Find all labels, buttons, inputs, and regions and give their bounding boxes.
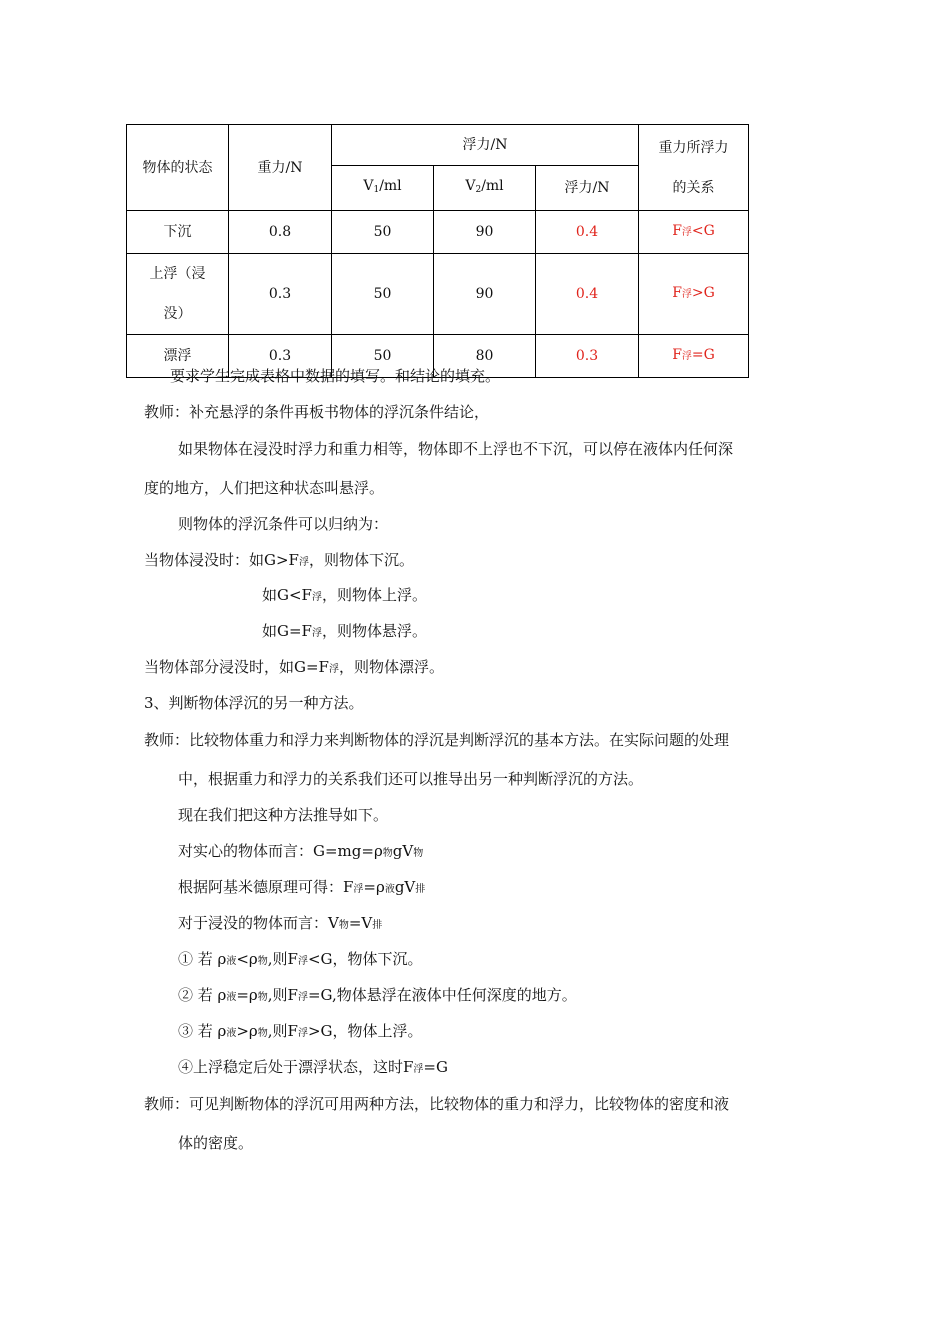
condition-line: 当物体浸没时：如G>F浮，则物体下沉。 <box>144 551 414 569</box>
cell-gravity: 0.3 <box>229 335 332 378</box>
formula-line: 根据阿基米德原理可得：F浮=ρ液gV排 <box>178 878 426 896</box>
paragraph: 如果物体在浸没时浮力和重力相等，物体即不上浮也不下沉，可以停在液体内任何深 <box>178 440 734 458</box>
cell-buoyancy: 0.4 <box>536 254 639 335</box>
header-state: 物体的状态 <box>127 125 229 211</box>
cell-relation: F浮>G <box>639 254 749 335</box>
cell-state: 上浮（浸 没） <box>127 254 229 335</box>
cell-buoyancy: 0.3 <box>536 335 639 378</box>
rule-line: ③ 若 ρ液>ρ物,则F浮>G，物体上浮。 <box>178 1022 423 1040</box>
cell-state: 漂浮 <box>127 335 229 378</box>
header-relation-line2: 的关系 <box>672 179 715 196</box>
cell-relation: F浮<G <box>639 211 749 254</box>
formula-line: 对实心的物体而言：G=mg=ρ物gV物 <box>178 842 424 860</box>
paragraph: 教师：可见判断物体的浮沉可用两种方法，比较物体的重力和浮力，比较物体的密度和液 <box>144 1095 730 1113</box>
paragraph: 则物体的浮沉条件可以归纳为： <box>178 515 389 533</box>
cell-state: 下沉 <box>127 211 229 254</box>
condition-line: 当物体部分浸没时，如G=F浮，则物体漂浮。 <box>144 658 444 676</box>
rule-line: ② 若 ρ液=ρ物,则F浮=G,物体悬浮在液体中任何深度的地方。 <box>178 986 577 1004</box>
formula-line: 对于浸没的物体而言：V物=V排 <box>178 914 383 932</box>
paragraph: 度的地方，人们把这种状态叫悬浮。 <box>144 479 385 497</box>
rule-line: ① 若 ρ液<ρ物,则F浮<G，物体下沉。 <box>178 950 423 968</box>
section-heading: 3、判断物体浮沉的另一种方法。 <box>144 694 364 712</box>
paragraph: 体的密度。 <box>178 1134 254 1152</box>
condition-line: 如G<F浮，则物体上浮。 <box>262 586 427 604</box>
cell-v2: 80 <box>434 335 536 378</box>
paragraph: 现在我们把这种方法推导如下。 <box>178 806 389 824</box>
paragraph: 要求学生完成表格中数据的填写。和结论的填充。 <box>170 367 501 385</box>
header-buoyancy-value: 浮力/N <box>536 166 639 211</box>
cell-v2: 90 <box>434 211 536 254</box>
table-row <box>127 254 749 335</box>
paragraph: 教师：比较物体重力和浮力来判断物体的浮沉是判断浮沉的基本方法。在实际问题的处理 <box>144 731 730 749</box>
header-relation <box>639 125 749 211</box>
header-relation-line1: 重力所浮力 <box>658 139 729 156</box>
buoyancy-table <box>126 124 749 378</box>
cell-v1: 50 <box>332 335 434 378</box>
cell-v1: 50 <box>332 211 434 254</box>
cell-v2: 90 <box>434 254 536 335</box>
paragraph: 教师：补充悬浮的条件再板书物体的浮沉条件结论， <box>144 403 490 421</box>
paragraph: 中，根据重力和浮力的关系我们还可以推导出另一种判断浮沉的方法。 <box>178 770 644 788</box>
table-row <box>127 211 749 254</box>
cell-relation: F浮=G <box>639 335 749 378</box>
header-buoyancy: 浮力/N <box>332 125 639 166</box>
cell-v1: 50 <box>332 254 434 335</box>
condition-line: 如G=F浮，则物体悬浮。 <box>262 622 427 640</box>
header-v2: $V_2/ml$ <box>434 166 536 211</box>
rule-line: ④上浮稳定后处于漂浮状态，这时F浮=G <box>178 1058 448 1076</box>
header-gravity: 重力/N <box>229 125 332 211</box>
cell-gravity: 0.3 <box>229 254 332 335</box>
cell-gravity: 0.8 <box>229 211 332 254</box>
cell-buoyancy: 0.4 <box>536 211 639 254</box>
header-v1: $V_1/ml$ <box>332 166 434 211</box>
